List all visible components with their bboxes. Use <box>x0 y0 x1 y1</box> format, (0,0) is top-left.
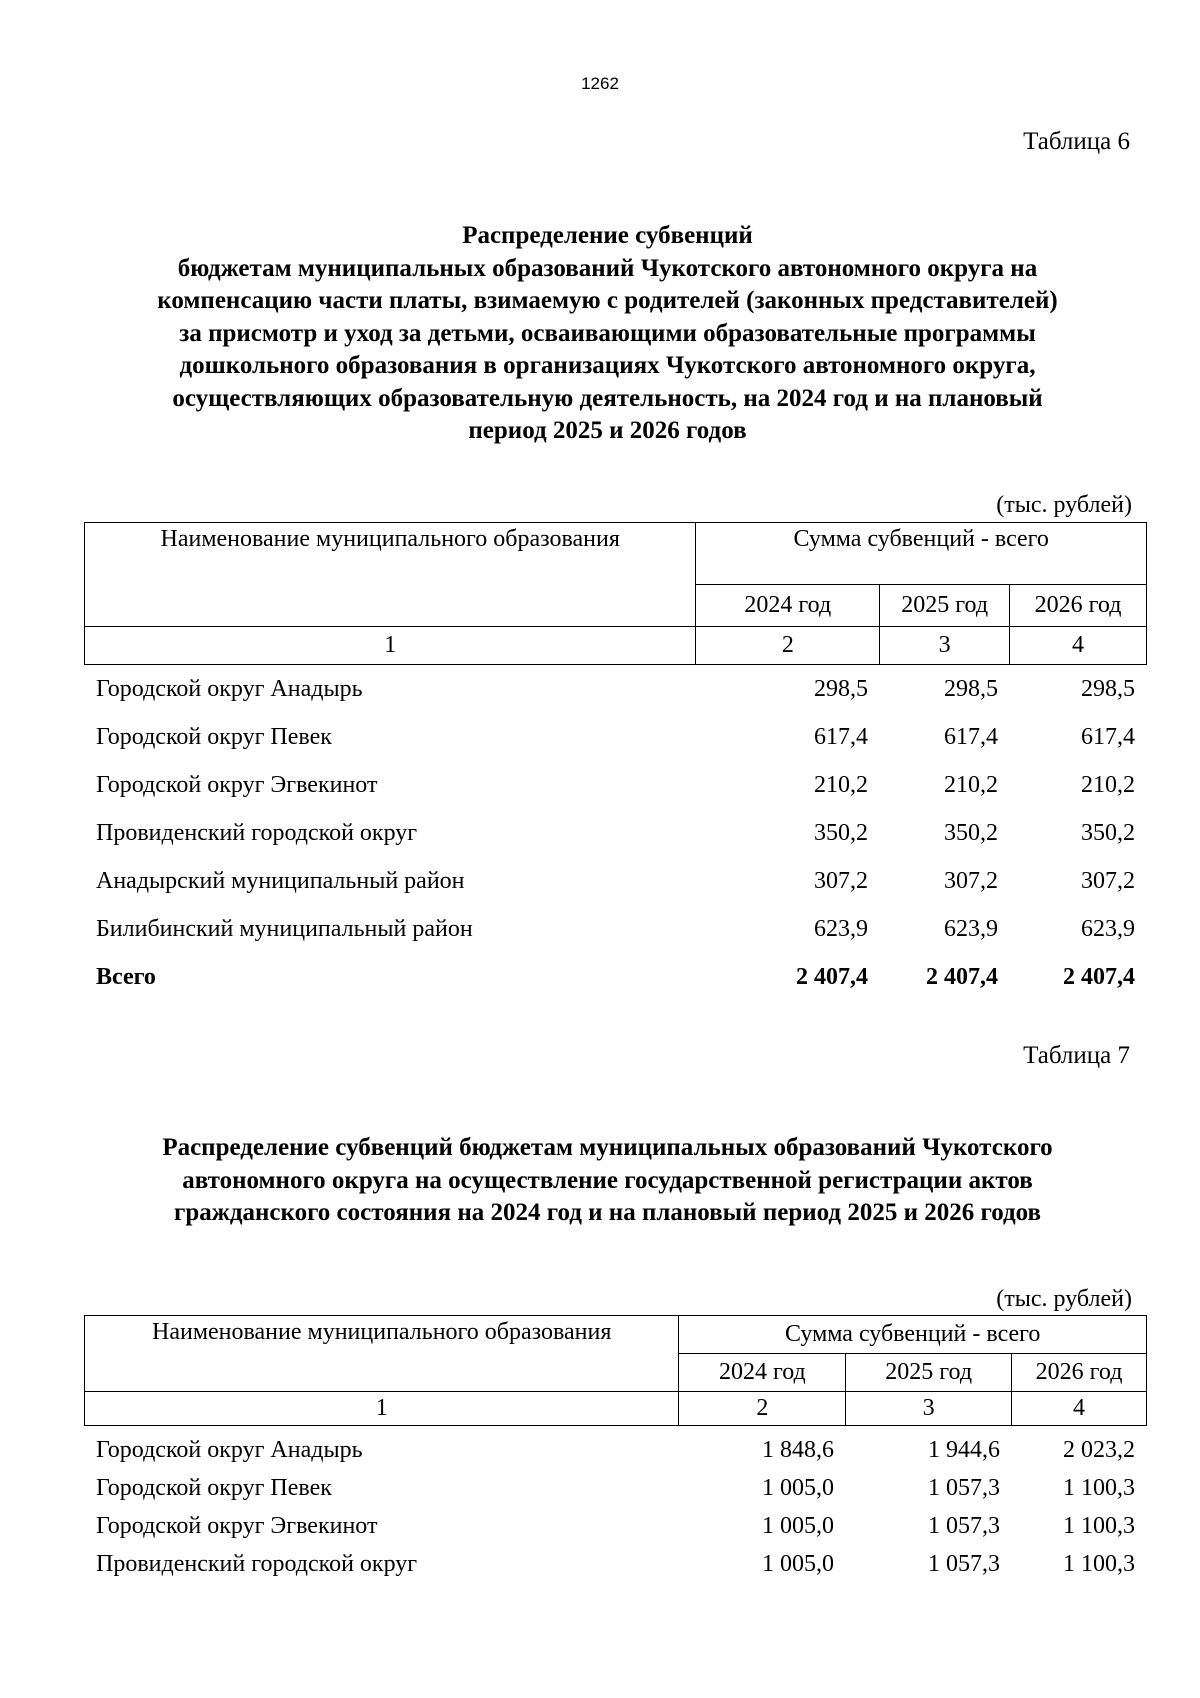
table6-header-year: 2026 год <box>1010 585 1147 627</box>
table7-header-year: 2024 год <box>679 1354 846 1392</box>
row-name: Городской округ Певек <box>96 1474 332 1501</box>
table-row <box>84 905 1147 953</box>
row-name: Билибинский муниципальный район <box>96 915 473 942</box>
table7-header <box>84 1315 1147 1426</box>
table7-title-line: Распределение субвенций бюджетам муниципальных образований Чукотского <box>162 1134 1053 1161</box>
table6-title-line: период 2025 и 2026 годов <box>468 417 747 444</box>
row-value-2026: 307,2 <box>1081 867 1135 894</box>
row-value-2025: 1 057,3 <box>928 1474 1000 1501</box>
table7-body <box>84 1431 1147 1583</box>
row-value-2025: 350,2 <box>944 819 998 846</box>
row-value-2026: 1 100,3 <box>1063 1550 1135 1577</box>
row-value-2025: 307,2 <box>944 867 998 894</box>
row-value-2025: 617,4 <box>944 723 998 750</box>
table-row <box>84 857 1147 905</box>
row-value-2026: 350,2 <box>1081 819 1135 846</box>
row-value-2024: 1 005,0 <box>762 1512 834 1539</box>
row-value-2024: 1 005,0 <box>762 1550 834 1577</box>
table7-col-number: 4 <box>1012 1392 1147 1426</box>
row-value-2024: 210,2 <box>814 771 868 798</box>
table-total-row <box>84 953 1147 1001</box>
table6-title-line: компенсацию части платы, взимаемую с родителей (законных представителей) <box>157 287 1058 314</box>
table6-header-sum: Сумма субвенций - всего <box>696 523 1147 585</box>
row-value-2025: 1 057,3 <box>928 1512 1000 1539</box>
table6-header-year: 2024 год <box>696 585 880 627</box>
row-value-2026: 623,9 <box>1081 915 1135 942</box>
table7-title <box>85 1132 1130 1230</box>
table6-header-name: Наименование муниципального образования <box>85 523 696 627</box>
table7-title-line: гражданского состояния на 2024 год и на плановый период 2025 и 2026 годов <box>173 1199 1042 1226</box>
table6-title <box>85 220 1130 448</box>
total-value-2026: 2 407,4 <box>1063 963 1135 990</box>
table6-title-line: дошкольного образования в организациях Чукотского автономного округа, <box>179 352 1036 379</box>
row-value-2024: 1 005,0 <box>762 1474 834 1501</box>
row-value-2024: 307,2 <box>814 867 868 894</box>
table7-col-number: 3 <box>846 1392 1012 1426</box>
row-name: Городской округ Анадырь <box>96 675 363 702</box>
total-value-2024: 2 407,4 <box>796 963 868 990</box>
table6-body <box>84 665 1147 1001</box>
table6-title-line: за присмотр и уход за детьми, осваивающими образовательные программы <box>179 319 1036 347</box>
row-name: Городской округ Эгвекинот <box>96 1512 378 1539</box>
row-name: Городской округ Эгвекинот <box>96 771 378 798</box>
row-value-2026: 210,2 <box>1081 771 1135 798</box>
row-value-2025: 623,9 <box>944 915 998 942</box>
table-row <box>84 809 1147 857</box>
table7-col-number: 1 <box>85 1392 679 1426</box>
table7-label: Таблица 7 <box>1023 1042 1130 1069</box>
row-value-2026: 298,5 <box>1081 675 1135 702</box>
table6-col-number: 3 <box>880 627 1010 665</box>
page-number: 1262 <box>581 74 619 93</box>
row-name: Провиденский городской округ <box>96 819 418 846</box>
row-name: Провиденский городской округ <box>96 1550 418 1577</box>
table7-title-line: автономного округа на осуществление государственной регистрации актов <box>182 1166 1033 1194</box>
table6-title-line: осуществляющих образовательную деятельность, на 2024 год и на плановый <box>172 384 1043 412</box>
table6-units: (тыс. рублей) <box>996 492 1132 518</box>
table6-col-number: 4 <box>1010 627 1147 665</box>
table7-col-number: 2 <box>679 1392 846 1426</box>
table-row <box>84 1431 1147 1469</box>
table7-header-year: 2025 год <box>846 1354 1012 1392</box>
table7-header-year: 2026 год <box>1012 1354 1147 1392</box>
row-value-2024: 350,2 <box>814 819 868 846</box>
table-row <box>84 1545 1147 1583</box>
row-value-2024: 1 848,6 <box>762 1436 834 1463</box>
table-row <box>84 665 1147 713</box>
table6-header <box>84 522 1147 665</box>
table7-units: (тыс. рублей) <box>996 1286 1132 1312</box>
total-name: Всего <box>96 963 156 990</box>
table6-title-line: бюджетам муниципальных образований Чукотского автономного округа на <box>177 254 1038 282</box>
row-value-2025: 298,5 <box>944 675 998 702</box>
table7-header-sum: Сумма субвенций - всего <box>679 1316 1147 1354</box>
table-row <box>84 713 1147 761</box>
table7-header-name: Наименование муниципального образования <box>85 1316 679 1392</box>
table-row <box>84 1469 1147 1507</box>
row-value-2026: 1 100,3 <box>1063 1474 1135 1501</box>
row-value-2026: 2 023,2 <box>1063 1436 1135 1463</box>
table6-title-line: Распределение субвенций <box>462 222 753 249</box>
row-value-2026: 617,4 <box>1081 723 1135 750</box>
row-value-2024: 617,4 <box>814 723 868 750</box>
row-name: Городской округ Анадырь <box>96 1436 363 1463</box>
table6-header-year: 2025 год <box>880 585 1010 627</box>
table6-label: Таблица 6 <box>1023 128 1130 155</box>
table-row <box>84 1507 1147 1545</box>
total-value-2025: 2 407,4 <box>926 963 998 990</box>
table6-col-number: 2 <box>696 627 880 665</box>
row-value-2025: 210,2 <box>944 771 998 798</box>
row-name: Городской округ Певек <box>96 723 332 750</box>
table6-col-number: 1 <box>85 627 696 665</box>
row-value-2025: 1 944,6 <box>928 1436 1000 1463</box>
row-value-2025: 1 057,3 <box>928 1550 1000 1577</box>
row-value-2024: 298,5 <box>814 675 868 702</box>
table-row <box>84 761 1147 809</box>
row-value-2026: 1 100,3 <box>1063 1512 1135 1539</box>
row-value-2024: 623,9 <box>814 915 868 942</box>
row-name: Анадырский муниципальный район <box>96 867 465 894</box>
